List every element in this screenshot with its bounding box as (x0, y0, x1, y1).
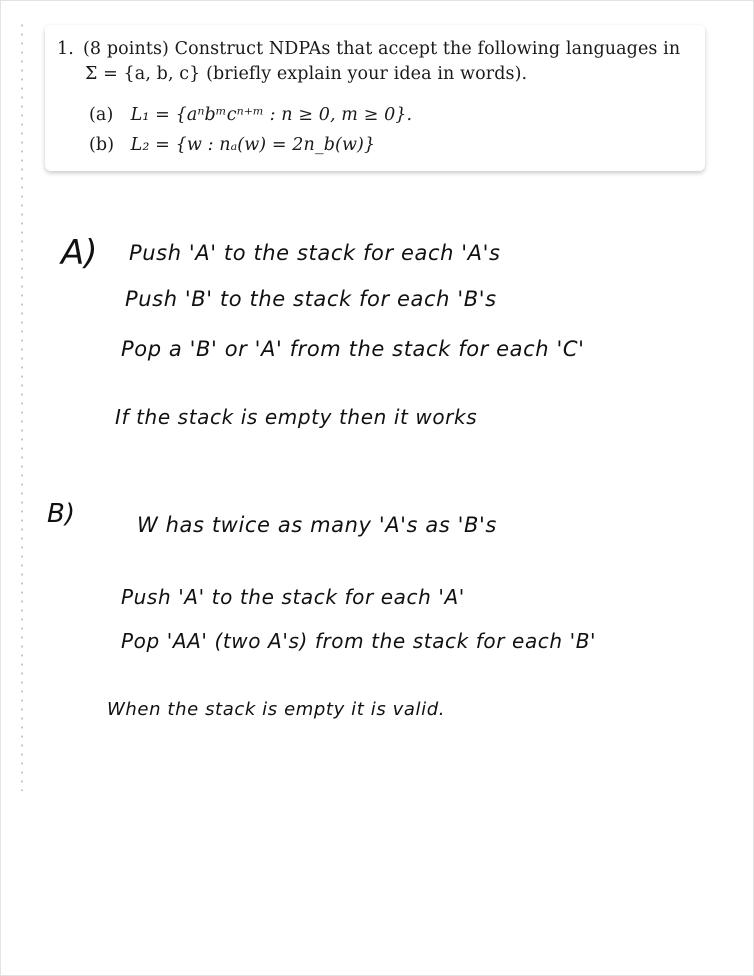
answer-a-line-3: Pop a 'B' or 'A' from the stack for each 'C' (121, 337, 585, 361)
question-text-line-1: (8 points) Construct NDPAs that accept the following languages in (83, 39, 681, 59)
answer-a-line-2: Push 'B' to the stack for each 'B's (125, 287, 497, 311)
part-a-language: L₁ = {aⁿbᵐcⁿ⁺ᵐ : n ≥ 0, m ≥ 0}. (130, 105, 413, 125)
margin-dots (21, 21, 23, 791)
question-card (45, 25, 705, 171)
part-b-language: L₂ = {w : nₐ(w) = 2n_b(w)} (130, 135, 376, 155)
answer-b-line-3: Pop 'AA' (two A's) from the stack for each 'B' (121, 629, 597, 653)
part-b-label: (b) (89, 135, 115, 155)
question-text-line-2: Σ = {a, b, c} (briefly explain your idea in words). (85, 64, 528, 84)
question-part-b (89, 135, 375, 155)
answer-a-line-4: If the stack is empty then it works (115, 405, 478, 429)
answer-a-line-1: Push 'A' to the stack for each 'A's (129, 241, 501, 265)
answer-b-line-1: W has twice as many 'A's as 'B's (137, 513, 497, 537)
part-a-label: (a) (89, 105, 114, 125)
question-number: 1. (57, 39, 74, 59)
answer-b-line-2: Push 'A' to the stack for each 'A' (121, 585, 465, 609)
answer-b-line-4: When the stack is empty it is valid. (107, 699, 446, 720)
answer-b-label: B) (47, 499, 75, 529)
question-part-a (89, 105, 412, 125)
answer-a-label: A) (61, 233, 98, 273)
